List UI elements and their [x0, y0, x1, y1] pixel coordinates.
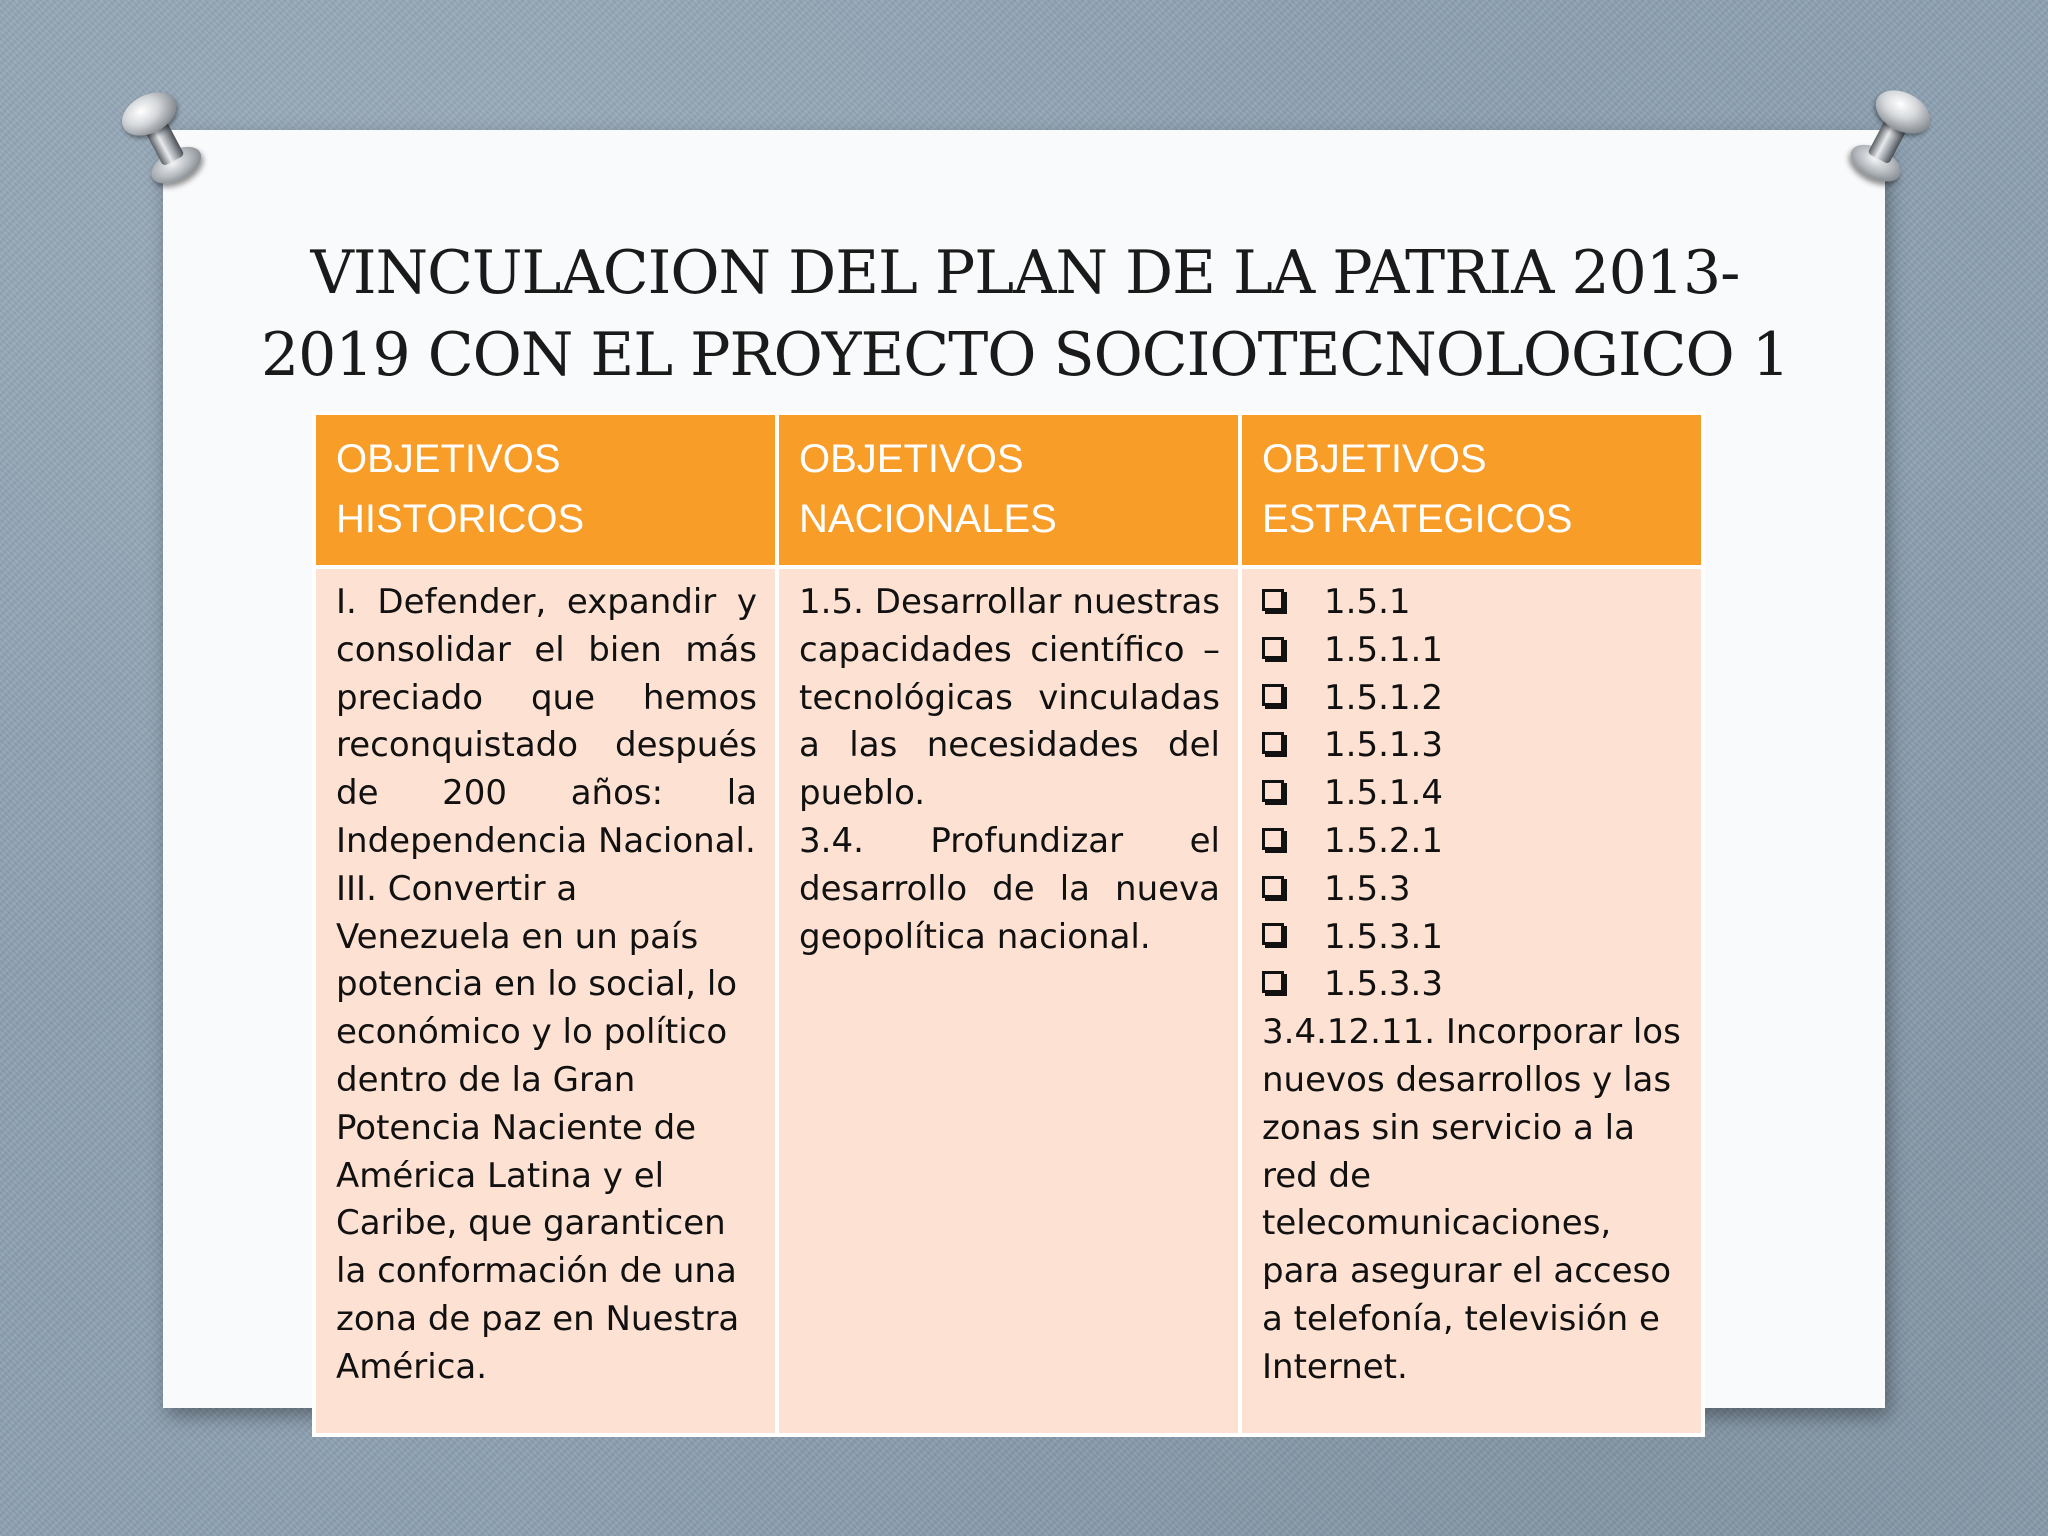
slide-title-line2: 2019 CON EL PROYECTO SOCIOTECNOLOGICO 1 — [260, 320, 1789, 390]
list-item — [1262, 770, 1683, 818]
cell-estrategicos — [1240, 567, 1703, 1435]
checkbox-bullet-icon — [1262, 876, 1284, 898]
cell-nacionales — [777, 567, 1240, 1435]
checkbox-bullet-icon — [1262, 684, 1284, 706]
bullet-label: 1.5.1.1 — [1324, 629, 1443, 670]
checkbox-bullet-icon — [1262, 828, 1284, 850]
bullet-label: 1.5.1.3 — [1324, 725, 1443, 766]
header-nacionales: OBJETIVOS NACIONALES — [777, 413, 1240, 567]
list-item — [1262, 722, 1683, 770]
table-row — [314, 567, 1703, 1435]
checkbox-bullet-icon — [1262, 971, 1284, 993]
bullet-label: 1.5.1.4 — [1324, 773, 1443, 814]
list-item — [1262, 818, 1683, 866]
checkbox-bullet-icon — [1262, 780, 1284, 802]
nacional-item-1: 1.5. Desarrollar nuestras capacidades científico – tecnológicas vinculadas a las necesidades del pueblo. — [799, 582, 1220, 814]
bullet-label: 1.5.1.2 — [1324, 677, 1443, 718]
header-estrategicos: OBJETIVOS ESTRATEGICOS — [1240, 413, 1703, 567]
checkbox-bullet-icon — [1262, 732, 1284, 754]
bullet-label: 1.5.3 — [1324, 868, 1411, 909]
bullet-label: 1.5.2.1 — [1324, 820, 1443, 861]
header-historicos: OBJETIVOS HISTORICOS — [314, 413, 777, 567]
historico-item-1: I. Defender, expandir y consolidar el bien más preciado que hemos reconquistado después de 200 años: la Independencia Nacional. — [336, 582, 757, 861]
strategic-bullet-list — [1262, 579, 1683, 1009]
objectives-table — [312, 411, 1705, 1437]
bullet-label: 1.5.3.3 — [1324, 964, 1443, 1005]
list-item — [1262, 627, 1683, 675]
checkbox-bullet-icon — [1262, 637, 1284, 659]
nacional-item-2: 3.4. Profundizar el desarrollo de la nueva geopolítica nacional. — [799, 820, 1220, 957]
list-item — [1262, 866, 1683, 914]
list-item — [1262, 961, 1683, 1009]
checkbox-bullet-icon — [1262, 923, 1284, 945]
historico-item-2: III. Convertir a Venezuela en un país potencia en lo social, lo económico y lo político dentro de la Gran Potencia Naciente de América Latina y el Caribe, que garanticen la conformación de una zona de paz en Nuestra América. — [336, 868, 740, 1387]
estrategico-item-text: 3.4.12.11. Incorporar los nuevos desarrollos y las zonas sin servicio a la red de telecomunicaciones, para asegurar el acceso a telefonía, televisión e Internet. — [1262, 1012, 1681, 1387]
list-item — [1262, 675, 1683, 723]
table-header-row — [314, 413, 1703, 567]
bullet-label: 1.5.1 — [1324, 582, 1411, 622]
checkbox-bullet-icon — [1262, 589, 1284, 611]
list-item — [1262, 579, 1683, 627]
cell-historicos — [314, 567, 777, 1435]
slide-title — [190, 232, 1860, 396]
slide-title-line1: VINCULACION DEL PLAN DE LA PATRIA 2013- — [310, 238, 1740, 308]
list-item — [1262, 914, 1683, 962]
bullet-label: 1.5.3.1 — [1324, 916, 1443, 957]
